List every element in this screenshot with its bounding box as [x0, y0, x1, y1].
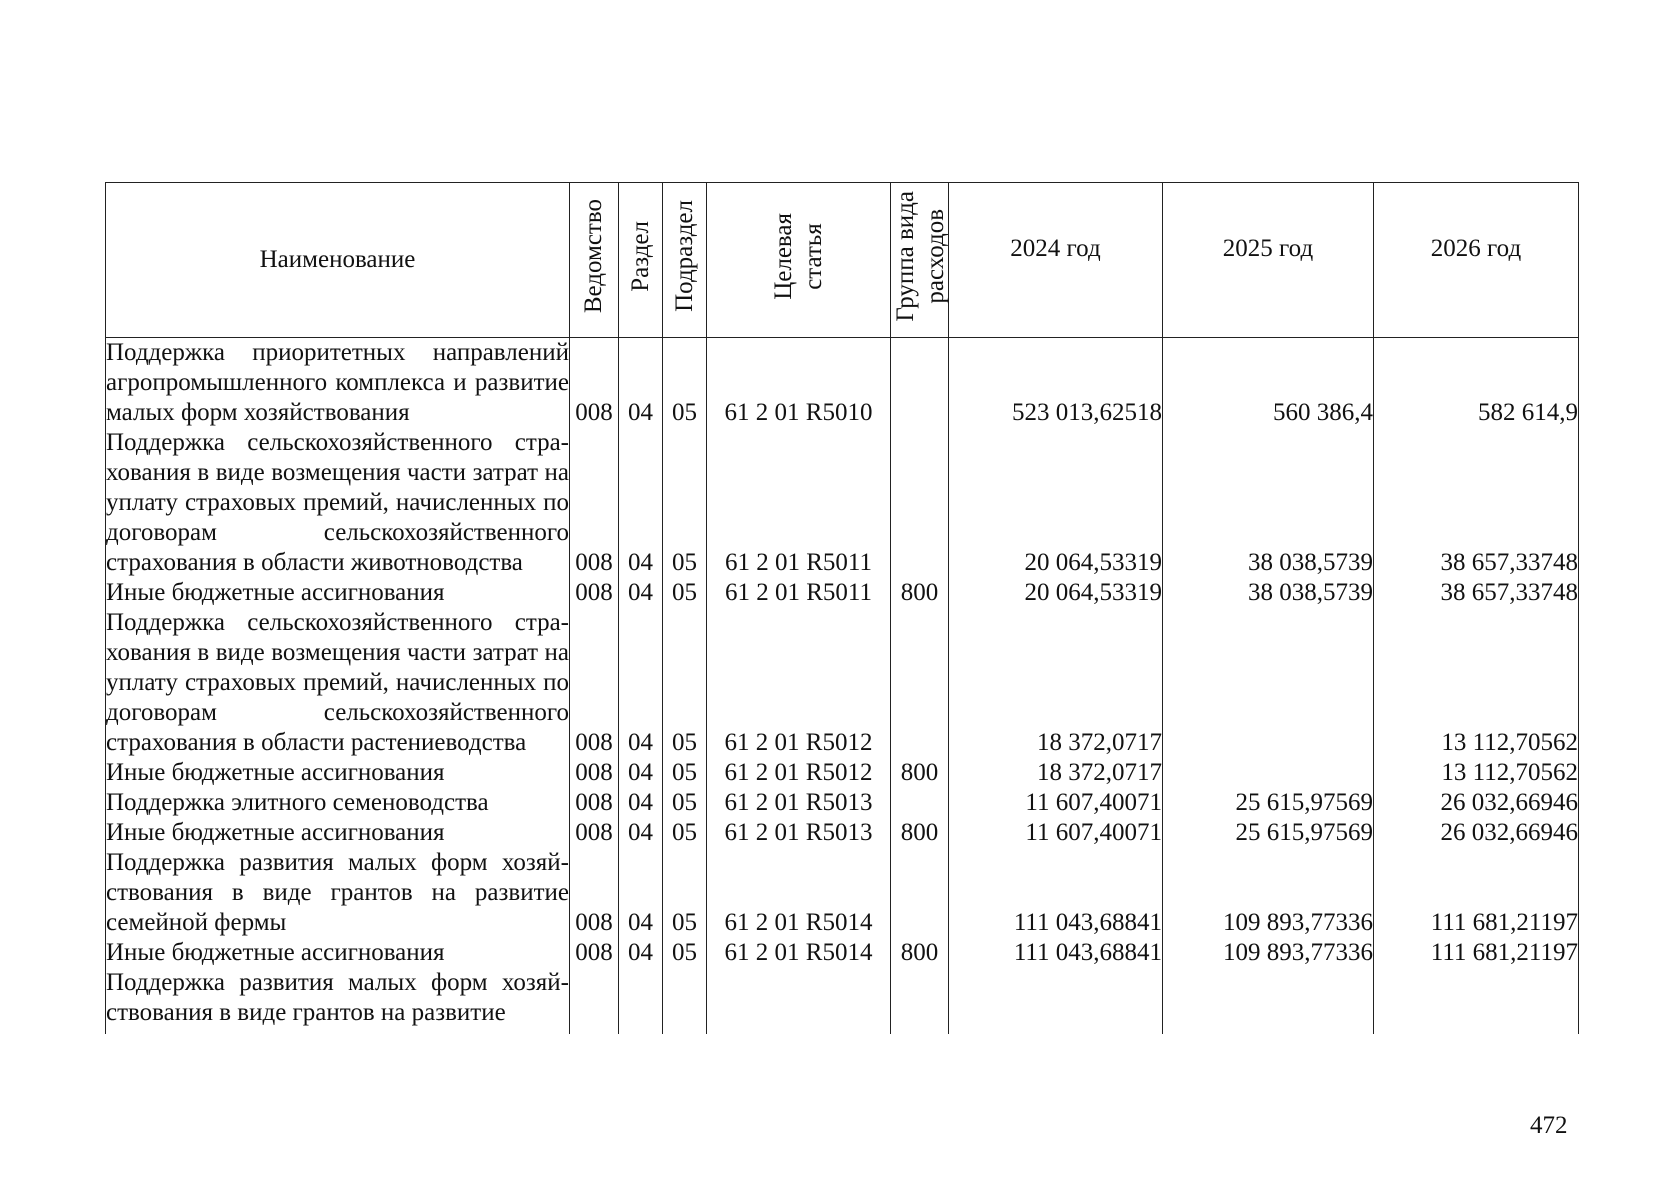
row-expense-group — [891, 968, 949, 1034]
row-expense-group — [891, 848, 949, 938]
row-amount-2025: 560 386,4 — [1163, 338, 1374, 429]
row-amount-2025: 25 615,97569 — [1163, 788, 1374, 818]
row-department: 008 — [570, 428, 619, 578]
row-amount-2025: 38 038,5739 — [1163, 428, 1374, 578]
row-section: 04 — [619, 578, 663, 608]
row-amount-2026: 26 032,66946 — [1374, 788, 1579, 818]
row-amount-2026: 38 657,33748 — [1374, 578, 1579, 608]
row-name: Иные бюджетные ассигнования — [106, 818, 570, 848]
row-target-article: 61 2 01 R5014 — [707, 848, 891, 938]
row-expense-group: 800 — [891, 818, 949, 848]
table-row — [106, 608, 1579, 758]
row-amount-2025: 109 893,77336 — [1163, 938, 1374, 968]
table-row — [106, 968, 1579, 1034]
row-amount-2024: 111 043,68841 — [949, 938, 1163, 968]
row-section — [619, 968, 663, 1034]
row-amount-2025: 109 893,77336 — [1163, 848, 1374, 938]
row-department: 008 — [570, 788, 619, 818]
row-target-article: 61 2 01 R5014 — [707, 938, 891, 968]
row-subsection: 05 — [663, 788, 707, 818]
row-amount-2024: 20 064,53319 — [949, 428, 1163, 578]
row-subsection — [663, 968, 707, 1034]
row-amount-2025 — [1163, 968, 1374, 1034]
header-subsection — [663, 183, 707, 338]
row-amount-2024: 18 372,0717 — [949, 758, 1163, 788]
row-expense-group — [891, 338, 949, 429]
header-name — [106, 183, 570, 338]
row-target-article: 61 2 01 R5012 — [707, 608, 891, 758]
row-section: 04 — [619, 338, 663, 429]
row-amount-2024 — [949, 968, 1163, 1034]
row-department: 008 — [570, 758, 619, 788]
row-amount-2024: 18 372,0717 — [949, 608, 1163, 758]
header-year-2026 — [1374, 183, 1579, 338]
row-subsection: 05 — [663, 938, 707, 968]
budget-table — [105, 182, 1579, 1034]
header-year-2025 — [1163, 183, 1374, 338]
header-expense-group-line2: расходов — [922, 208, 949, 304]
row-expense-group — [891, 788, 949, 818]
row-name: Поддержка приоритетных направлений агропромышленного комплекса и развитие малых форм хозяйствования — [106, 339, 569, 426]
page-number: 472 — [1530, 1112, 1568, 1139]
row-expense-group: 800 — [891, 578, 949, 608]
row-amount-2025 — [1163, 758, 1374, 788]
row-section: 04 — [619, 608, 663, 758]
row-subsection: 05 — [663, 578, 707, 608]
row-amount-2026: 111 681,21197 — [1374, 848, 1579, 938]
row-section: 04 — [619, 848, 663, 938]
table-row — [106, 848, 1579, 938]
row-amount-2026: 13 112,70562 — [1374, 758, 1579, 788]
header-expense-group-line1: Группа вида — [892, 190, 919, 322]
row-department: 008 — [570, 338, 619, 429]
row-section: 04 — [619, 758, 663, 788]
row-department: 008 — [570, 608, 619, 758]
header-section — [619, 183, 663, 338]
row-expense-group: 800 — [891, 758, 949, 788]
row-name: Поддержка развития малых форм хозяйствования в виде грантов на развитие семейной фермы — [106, 849, 569, 936]
row-target-article: 61 2 01 R5010 — [707, 338, 891, 429]
row-amount-2024: 20 064,53319 — [949, 578, 1163, 608]
table-row — [106, 758, 1579, 788]
table-row — [106, 338, 1579, 429]
row-section: 04 — [619, 938, 663, 968]
header-department — [570, 183, 619, 338]
row-name: Поддержка развития малых форм хозяйствования в виде грантов на развитие — [106, 968, 570, 1034]
row-amount-2026: 582 614,9 — [1374, 338, 1579, 429]
header-target-article-text — [769, 213, 829, 300]
row-name: Поддержка элитного семеноводства — [106, 788, 570, 818]
row-section: 04 — [619, 818, 663, 848]
header-expense-group — [891, 183, 949, 338]
row-name: Иные бюджетные ассигнования — [106, 938, 570, 968]
row-amount-2026: 38 657,33748 — [1374, 428, 1579, 578]
table-row — [106, 428, 1579, 578]
row-target-article: 61 2 01 R5013 — [707, 788, 891, 818]
table-row — [106, 578, 1579, 608]
header-target-article-line1: Целевая — [769, 212, 797, 300]
row-subsection: 05 — [663, 848, 707, 938]
row-target-article: 61 2 01 R5011 — [707, 578, 891, 608]
row-amount-2026: 26 032,66946 — [1374, 818, 1579, 848]
row-target-article: 61 2 01 R5013 — [707, 818, 891, 848]
header-name-text: Наименование — [259, 246, 416, 273]
row-expense-group: 800 — [891, 938, 949, 968]
table-row — [106, 818, 1579, 848]
row-department: 008 — [570, 938, 619, 968]
row-amount-2025: 38 038,5739 — [1163, 578, 1374, 608]
row-subsection: 05 — [663, 608, 707, 758]
row-amount-2026: 13 112,70562 — [1374, 608, 1579, 758]
table-row — [106, 938, 1579, 968]
header-year-2024-text: 2024 год — [1010, 235, 1101, 262]
table-header — [106, 183, 1579, 338]
row-subsection: 05 — [663, 338, 707, 429]
row-amount-2025 — [1163, 608, 1374, 758]
header-target-article — [707, 183, 891, 338]
row-department: 008 — [570, 818, 619, 848]
row-subsection: 05 — [663, 758, 707, 788]
row-subsection: 05 — [663, 818, 707, 848]
header-target-article-line2: статья — [799, 222, 827, 290]
row-target-article: 61 2 01 R5012 — [707, 758, 891, 788]
row-amount-2024: 11 607,40071 — [949, 788, 1163, 818]
header-year-2025-text: 2025 год — [1222, 235, 1314, 262]
row-name: Иные бюджетные ассигнования — [106, 578, 570, 608]
table-body — [106, 338, 1579, 1035]
row-name: Поддержка сельскохозяйственного страхования в виде возмещения части затрат на уплату страховых премий, начисленных по договорам сельскохозяйственного страхования в области животноводства — [106, 429, 569, 576]
row-expense-group — [891, 608, 949, 758]
header-year-2026-text: 2026 год — [1430, 235, 1522, 262]
table-row — [106, 788, 1579, 818]
row-target-article — [707, 968, 891, 1034]
header-department-text: Ведомство — [580, 198, 607, 314]
header-expense-group-text — [891, 191, 951, 322]
row-amount-2026: 111 681,21197 — [1374, 938, 1579, 968]
row-section: 04 — [619, 428, 663, 578]
header-section-text: Раздел — [626, 220, 654, 292]
row-department — [570, 968, 619, 1034]
header-year-2024 — [949, 183, 1163, 338]
row-amount-2024: 111 043,68841 — [949, 848, 1163, 938]
row-department: 008 — [570, 848, 619, 938]
row-department: 008 — [570, 578, 619, 608]
row-section: 04 — [619, 788, 663, 818]
row-amount-2025: 25 615,97569 — [1163, 818, 1374, 848]
row-name: Иные бюджетные ассигнования — [106, 758, 570, 788]
row-expense-group — [891, 428, 949, 578]
row-name: Поддержка сельскохозяйственного страхования в виде возмещения части затрат на уплату страховых премий, начисленных по договорам сельскохозяйственного страхования в области растениеводства — [106, 609, 569, 756]
row-subsection: 05 — [663, 428, 707, 578]
row-amount-2024: 11 607,40071 — [949, 818, 1163, 848]
row-amount-2026 — [1374, 968, 1579, 1034]
row-amount-2024: 523 013,62518 — [949, 338, 1163, 429]
row-target-article: 61 2 01 R5011 — [707, 428, 891, 578]
header-subsection-text: Подраздел — [670, 200, 698, 312]
